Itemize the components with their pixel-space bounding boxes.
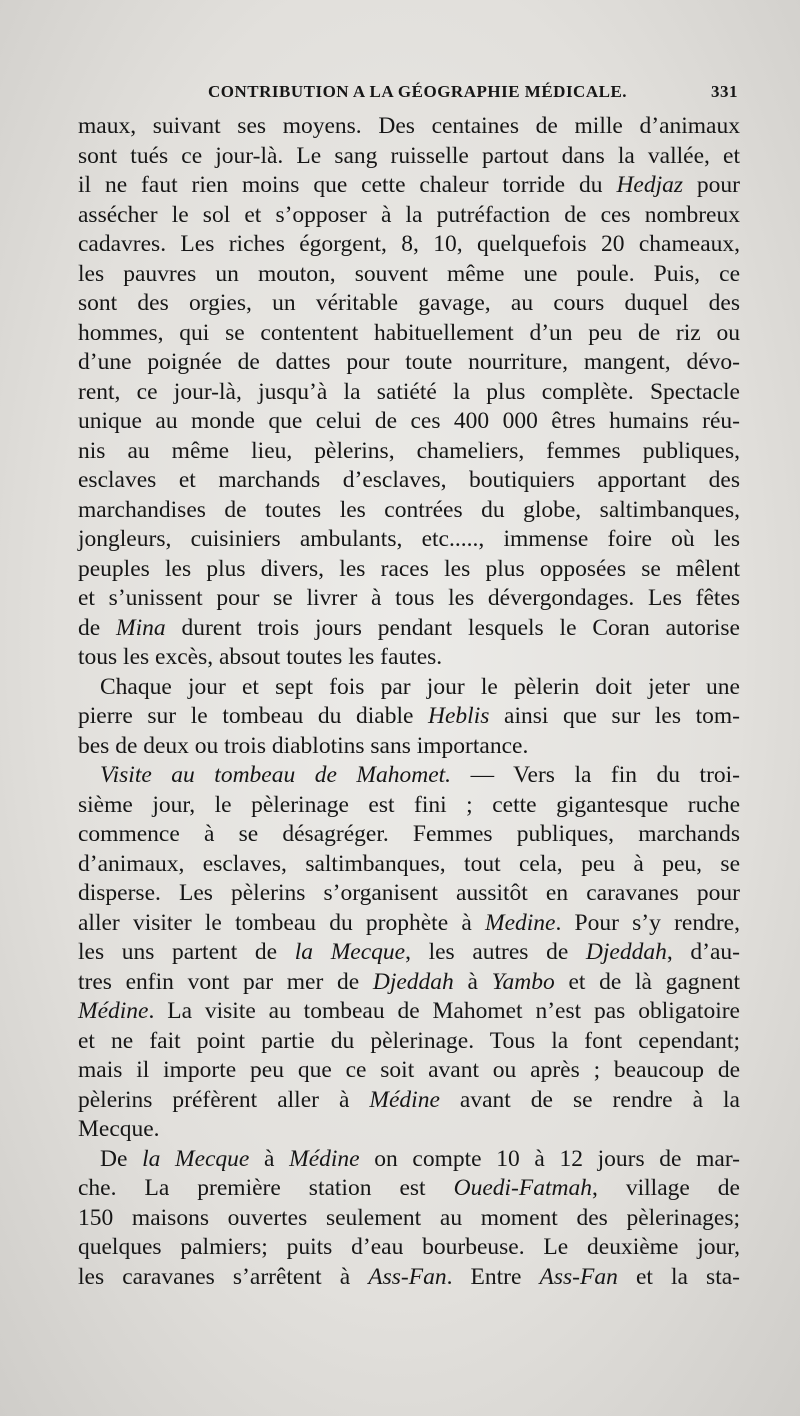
body-text bbox=[78, 112, 740, 1292]
running-header bbox=[78, 78, 738, 108]
text-line: hommes, qui se contentent habituellement d’un peu de riz ou bbox=[78, 319, 740, 346]
text-line: quelques palmiers; puits d’eau bourbeuse. Le deuxième jour, bbox=[78, 1234, 740, 1260]
text-line: commence à se désagréger. Femmes publiques, marchands bbox=[78, 821, 740, 847]
text-line: aller visiter le tombeau du prophète à Medine. Pour s’y rendre, bbox=[78, 909, 740, 936]
text-line: Médine. La visite au tombeau de Mahomet n’est pas obligatoire bbox=[78, 998, 740, 1024]
text-line: che. La première station est Ouedi-Fatmah, village de bbox=[78, 1175, 740, 1201]
text-line: marchandises de toutes les contrées du globe, saltimbanques, bbox=[78, 496, 740, 523]
section-heading-line: Visite au tombeau de Mahomet. — Vers la fin du troi- bbox=[100, 762, 740, 788]
text-line: disperse. Les pèlerins s’organisent aussitôt en caravanes pour bbox=[78, 880, 740, 906]
text-line: sième jour, le pèlerinage est fini ; cette gigantesque ruche bbox=[78, 791, 740, 818]
text-line: 150 maisons ouvertes seulement au moment des pèlerinages; bbox=[78, 1204, 740, 1231]
text-line: sont tués ce jour-là. Le sang ruisselle partout dans la vallée, et bbox=[78, 142, 740, 169]
text-line: d’une poignée de dattes pour toute nourriture, mangent, dévo- bbox=[78, 349, 740, 375]
text-line: maux, suivant ses moyens. Des centaines de mille d’animaux bbox=[78, 113, 740, 139]
text-line: peuples les plus divers, les races les plus opposées se mêlent bbox=[78, 555, 740, 582]
text-line: assécher le sol et s’opposer à la putréfaction de ces nombreux bbox=[78, 201, 740, 228]
text-line: et s’unissent pour se livrer à tous les dévergondages. Les fêtes bbox=[78, 585, 740, 611]
text-line: d’animaux, esclaves, saltimbanques, tout cela, peu à peu, se bbox=[78, 850, 740, 877]
text-line: Chaque jour et sept fois par jour le pèlerin doit jeter une bbox=[100, 673, 740, 700]
text-line: rent, ce jour-là, jusqu’à la satiété la plus complète. Spectacle bbox=[78, 378, 740, 405]
text-line: cadavres. Les riches égorgent, 8, 10, quelquefois 20 chameaux, bbox=[78, 231, 740, 257]
page-number: 331 bbox=[711, 82, 738, 101]
running-title: CONTRIBUTION A LA GÉOGRAPHIE MÉDICALE. bbox=[208, 82, 628, 101]
text-line: unique au monde que celui de ces 400 000 êtres humains réu- bbox=[78, 408, 740, 434]
text-line: sont des orgies, un véritable gavage, au cours duquel des bbox=[78, 290, 740, 316]
text-line: de Mina durent trois jours pendant lesquels le Coran autorise bbox=[78, 614, 740, 641]
text-line: les caravanes s’arrêtent à Ass-Fan. Entre Ass-Fan et la sta- bbox=[78, 1263, 740, 1290]
text-line: les uns partent de la Mecque, les autres de Djeddah, d’au- bbox=[78, 939, 740, 965]
text-line: les pauvres un mouton, souvent même une poule. Puis, ce bbox=[78, 260, 740, 287]
text-line: nis au même lieu, pèlerins, chameliers, femmes publiques, bbox=[78, 437, 740, 464]
text-line: il ne faut rien moins que cette chaleur torride du Hedjaz pour bbox=[78, 172, 741, 198]
text-line: De la Mecque à Médine on compte 10 à 12 jours de mar- bbox=[100, 1145, 741, 1172]
text-line: mais il importe peu que ce soit avant ou après ; beaucoup de bbox=[78, 1057, 740, 1083]
text-line: et ne fait point partie du pèlerinage. Tous la font cependant; bbox=[78, 1027, 740, 1054]
text-line: tres enfin vont par mer de Djeddah à Yambo et de là gagnent bbox=[78, 968, 740, 995]
text-line: pierre sur le tombeau du diable Heblis ainsi que sur les tom- bbox=[78, 703, 741, 729]
text-line: Mecque. bbox=[78, 1116, 160, 1142]
text-line: tous les excès, absout toutes les fautes. bbox=[78, 644, 443, 670]
text-line: esclaves et marchands d’esclaves, boutiquiers apportant des bbox=[78, 467, 740, 493]
text-line: jongleurs, cuisiniers ambulants, etc....., immense foire où les bbox=[78, 526, 740, 552]
text-line: pèlerins préfèrent aller à Médine avant de se rendre à la bbox=[78, 1086, 740, 1113]
text-line: bes de deux ou trois diablotins sans importance. bbox=[78, 732, 529, 759]
